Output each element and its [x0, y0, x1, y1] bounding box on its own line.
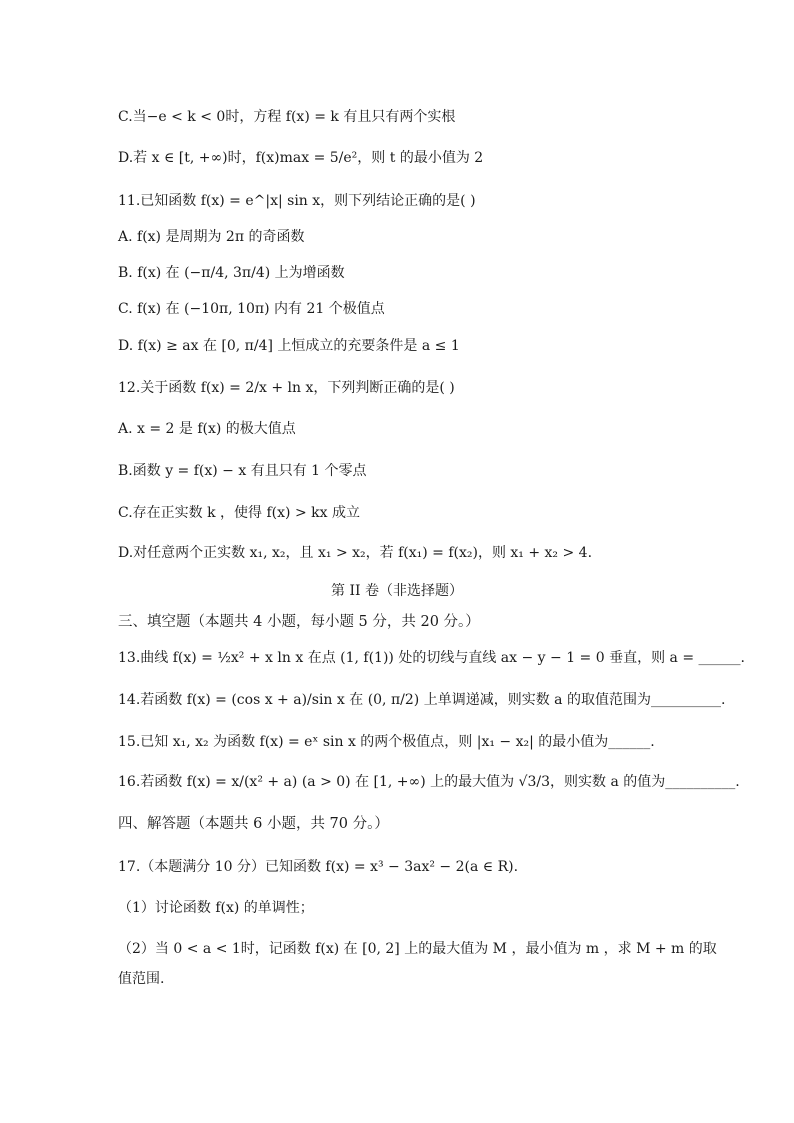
option-11c: C. f(x) 在 (−10π, 10π) 内有 21 个极值点: [118, 301, 385, 317]
question-14: 14.若函数 f(x) = (cos x + a)/sin x 在 (0, π/2) 上单调递减，则实数 a 的取值范围为__________.: [118, 692, 726, 708]
question-11: 11.已知函数 f(x) = e^|x| sin x，则下列结论正确的是( ): [118, 193, 476, 209]
question-17: 17.（本题满分 10 分）已知函数 f(x) = x³ − 3ax² − 2(a ∈ R).: [118, 859, 519, 875]
question-17-part2: （2）当 0 < a < 1时，记函数 f(x) 在 [0, 2] 上的最大值为 M ，最小值为 m ，求 M + m 的取: [118, 941, 717, 957]
section-title: 第 II 卷（非选择题）: [331, 583, 463, 599]
question-13: 13.曲线 f(x) = ½x² + x ln x 在点 (1, f(1)) 处的切线与直线 ax − y − 1 = 0 垂直，则 a = ______.: [118, 650, 745, 666]
question-17-part2-cont: 值范围.: [118, 971, 165, 987]
question-12: 12.关于函数 f(x) = 2/x + ln x，下列判断正确的是( ): [118, 380, 455, 396]
option-11d: D. f(x) ≥ ax 在 [0, π/4] 上恒成立的充要条件是 a ≤ 1: [118, 338, 460, 354]
option-12b: B.函数 y = f(x) − x 有且只有 1 个零点: [118, 463, 367, 479]
option-11b: B. f(x) 在 (−π/4, 3π/4) 上为增函数: [118, 265, 345, 281]
question-17-part1: （1）讨论函数 f(x) 的单调性；: [118, 900, 314, 916]
solve-heading: 四、解答题（本题共 6 小题，共 70 分。）: [118, 816, 389, 832]
option-11a: A. f(x) 是周期为 2π 的奇函数: [118, 229, 305, 245]
question-16: 16.若函数 f(x) = x/(x² + a) (a > 0) 在 [1, +∞) 上的最大值为 √3/3，则实数 a 的值为__________.: [118, 774, 740, 790]
option-12c: C.存在正实数 k ，使得 f(x) > kx 成立: [118, 505, 360, 521]
option-12a: A. x = 2 是 f(x) 的极大值点: [118, 421, 296, 437]
option-10c: C.当−e < k < 0时，方程 f(x) = k 有且只有两个实根: [118, 109, 456, 125]
option-10d: D.若 x ∈ [t, +∞)时，f(x)max = 5/e²，则 t 的最小值为 2: [118, 150, 484, 166]
option-12d: D.对任意两个正实数 x₁, x₂，且 x₁ > x₂，若 f(x₁) = f(x₂)，则 x₁ + x₂ > 4.: [118, 545, 593, 561]
fill-in-heading: 三、填空题（本题共 4 小题，每小题 5 分，共 20 分。）: [118, 614, 480, 630]
question-15: 15.已知 x₁, x₂ 为函数 f(x) = eˣ sin x 的两个极值点，则 |x₁ − x₂| 的最小值为______.: [118, 734, 655, 750]
